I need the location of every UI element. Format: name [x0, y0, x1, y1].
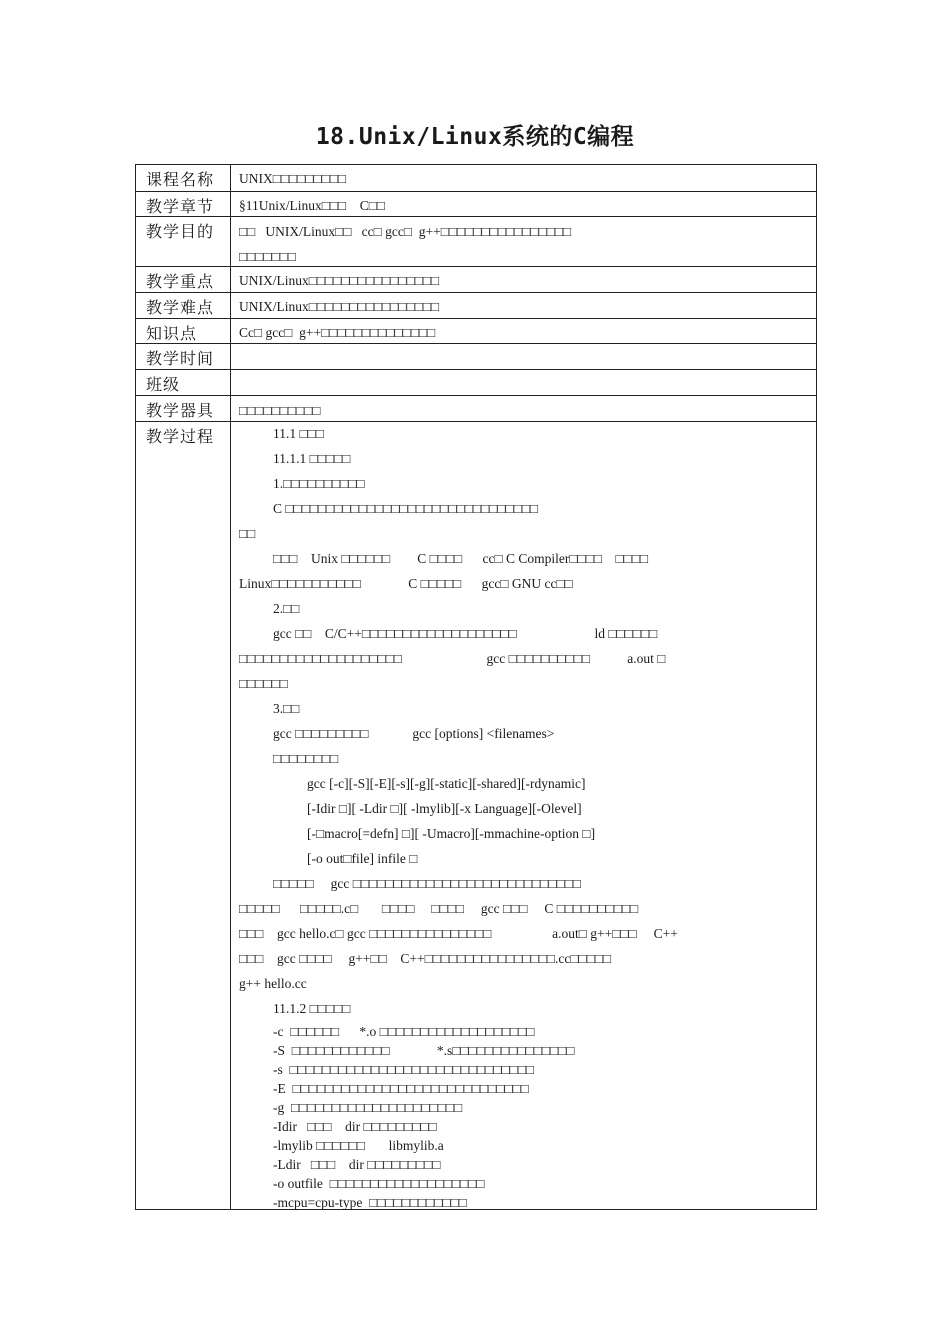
- process-line: Linux□□□□□□□□□□□ C □□□□□ gcc□ GNU cc□□: [239, 576, 573, 591]
- row-knowledge: [136, 318, 816, 344]
- process-line: □□□□□ gcc □□□□□□□□□□□□□□□□□□□□□□□□□□□□: [273, 876, 582, 891]
- process-line: □□□ Unix □□□□□□ C □□□□ cc□ C Compiler□□□□ □□□□: [273, 551, 649, 566]
- process-line: □□□ gcc hello.c□ gcc □□□□□□□□□□□□□□□ a.out□ g++□□□ C++: [239, 926, 678, 941]
- option-line: -lmylib □□□□□□ libmylib.a: [273, 1138, 444, 1153]
- process-line: gcc □□ C/C++□□□□□□□□□□□□□□□□□□□ ld □□□□□□: [273, 626, 658, 641]
- label-key-point: 教学重点: [146, 272, 215, 291]
- option-line: -s □□□□□□□□□□□□□□□□□□□□□□□□□□□□□□: [273, 1062, 535, 1077]
- label-difficulty: 教学难点: [146, 298, 215, 317]
- label-course-name: 课程名称: [146, 170, 215, 189]
- process-line: □□□□□ □□□□□.c□ □□□□ □□□□ gcc □□□ C □□□□□□□□□□: [239, 901, 639, 916]
- value-difficulty: UNIX/Linux□□□□□□□□□□□□□□□□: [239, 299, 440, 314]
- process-line: 11.1.2 □□□□□: [273, 1001, 351, 1016]
- option-line: -g □□□□□□□□□□□□□□□□□□□□□: [273, 1100, 463, 1115]
- process-line: □□□□□□□□□□□□□□□□□□□□ gcc □□□□□□□□□□ a.out □: [239, 651, 666, 666]
- label-knowledge: 知识点: [146, 324, 198, 343]
- value-knowledge: Cc□ gcc□ g++□□□□□□□□□□□□□□: [239, 325, 436, 340]
- process-line: [-Idir □][ -Ldir □][ -lmylib][-x Language][-Olevel]: [307, 801, 582, 816]
- value-objective: □□ UNIX/Linux□□ cc□ gcc□ g++□□□□□□□□□□□□□□□□ □□□□□□□: [239, 224, 572, 264]
- label-equipment: 教学器具: [146, 401, 215, 420]
- value-key-point: UNIX/Linux□□□□□□□□□□□□□□□□: [239, 273, 440, 288]
- process-line: gcc □□□□□□□□□ gcc [options] <filenames>: [273, 726, 555, 741]
- process-line: g++ hello.cc: [239, 976, 307, 991]
- course-info-table: [135, 164, 817, 1210]
- row-course-name: [136, 165, 816, 190]
- value-course-name: UNIX□□□□□□□□□: [239, 171, 347, 186]
- process-line: 11.1 □□□: [273, 426, 324, 441]
- process-line: C □□□□□□□□□□□□□□□□□□□□□□□□□□□□□□□: [273, 501, 539, 516]
- row-difficulty: [136, 292, 816, 318]
- option-line: -S □□□□□□□□□□□□ *.s□□□□□□□□□□□□□□□: [273, 1043, 575, 1058]
- option-line: -o outfile □□□□□□□□□□□□□□□□□□□: [273, 1176, 485, 1191]
- process-line: □□: [239, 526, 256, 541]
- row-equipment: [136, 395, 816, 421]
- process-line: 3.□□: [273, 701, 300, 716]
- process-line: 2.□□: [273, 601, 300, 616]
- label-class: 班级: [146, 375, 181, 394]
- process-line: □□□ gcc □□□□ g++□□ C++□□□□□□□□□□□□□□□□.cc□□□□□: [239, 951, 612, 966]
- process-line: [-□macro[=defn] □][ -Umacro][-mmachine-option □]: [307, 826, 596, 841]
- process-line: 11.1.1 □□□□□: [273, 451, 351, 466]
- process-line: □□□□□□: [239, 676, 288, 691]
- option-line: -mcpu=cpu-type □□□□□□□□□□□□: [273, 1195, 467, 1210]
- process-line: gcc [-c][-S][-E][-s][-g][-static][-shared][-rdynamic]: [307, 776, 586, 791]
- label-process: 教学过程: [146, 427, 215, 446]
- process-line: 1.□□□□□□□□□□: [273, 476, 365, 491]
- row-time: [136, 343, 816, 369]
- row-chapter: [136, 191, 816, 217]
- option-line: -c □□□□□□ *.o □□□□□□□□□□□□□□□□□□□: [273, 1024, 535, 1039]
- option-line: -Idir □□□ dir □□□□□□□□□: [273, 1119, 437, 1134]
- row-class: [136, 369, 816, 395]
- row-objective: [136, 216, 816, 267]
- option-line: -Ldir □□□ dir □□□□□□□□□: [273, 1157, 441, 1172]
- label-time: 教学时间: [146, 349, 215, 368]
- value-equipment: □□□□□□□□□□: [239, 403, 321, 418]
- row-key-point: [136, 266, 816, 292]
- label-chapter: 教学章节: [146, 197, 215, 216]
- process-line: □□□□□□□□: [273, 751, 339, 766]
- value-chapter: §11Unix/Linux□□□ C□□: [239, 198, 386, 213]
- option-line: -E □□□□□□□□□□□□□□□□□□□□□□□□□□□□□: [273, 1081, 529, 1096]
- label-objective: 教学目的: [146, 222, 215, 241]
- document-title: 18.Unix/Linux系统的C编程: [315, 124, 635, 150]
- process-line: [-o out□file] infile □: [307, 851, 418, 866]
